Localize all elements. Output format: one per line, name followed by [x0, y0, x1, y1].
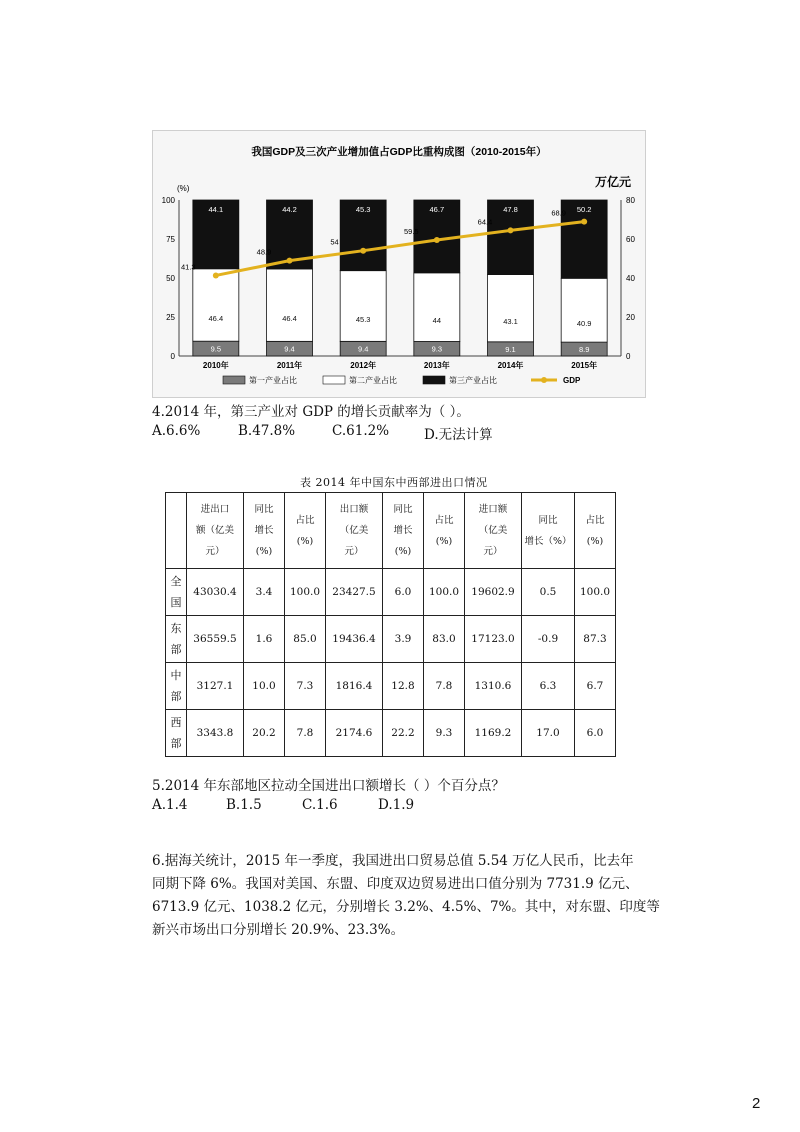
secondary-industry-bar — [414, 273, 460, 342]
bar-value-label: 45.3 — [355, 315, 371, 325]
bar-value-label: 45.3 — [355, 205, 371, 214]
table-cell: 1169.2 — [465, 710, 522, 757]
q4-option-d[interactable]: D.无法计算 — [424, 427, 493, 443]
table-cell: 17123.0 — [465, 616, 522, 663]
table-cell: 1310.6 — [465, 663, 522, 710]
table-cell: 6.0 — [383, 569, 424, 616]
header-line: 同比 — [254, 504, 274, 515]
secondary-industry-bar — [488, 275, 534, 342]
bar-value-label: 46.4 — [208, 313, 224, 323]
header-cell — [285, 493, 326, 569]
left-tick-label: 50 — [166, 274, 175, 283]
left-tick-label: 25 — [166, 313, 175, 322]
header-line: 进口额 — [478, 504, 508, 515]
header-line: (%) — [255, 546, 273, 557]
region-char: 东 — [170, 622, 182, 635]
chart-canvas — [153, 131, 645, 397]
table-cell: 6.7 — [575, 663, 616, 710]
table-title: 表 2014 年中国东中西部进出口情况 — [300, 476, 488, 489]
header-cell — [383, 493, 424, 569]
table-row — [166, 663, 616, 710]
table-row — [166, 569, 616, 616]
question-6-passage — [152, 850, 672, 942]
gdp-value-label: 64.4 — [477, 217, 493, 227]
table-cell: 12.8 — [383, 663, 424, 710]
legend-swatch — [541, 377, 547, 383]
gdp-value-label: 68.9 — [551, 208, 566, 218]
gdp-point — [434, 237, 440, 243]
header-cell — [424, 493, 465, 569]
region-char: 部 — [170, 737, 182, 750]
header-line: （亿美 — [478, 525, 508, 536]
region-cell — [166, 710, 187, 757]
header-cell — [187, 493, 244, 569]
gdp-point — [360, 248, 366, 254]
gdp-value-label: 48.9 — [256, 247, 272, 257]
gdp-value-label: 59.5 — [404, 226, 419, 236]
right-tick-label: 60 — [626, 235, 635, 244]
legend-label: 第一产业占比 — [249, 376, 297, 385]
q4-option-a[interactable]: A.6.6% — [152, 423, 201, 439]
bar-value-label: 9.4 — [284, 344, 295, 354]
chart-title: 我国GDP及三次产业增加值占GDP比重构成图（2010-2015年） — [251, 146, 547, 158]
table-cell: 7.8 — [285, 710, 326, 757]
region-char: 部 — [170, 690, 182, 703]
table-cell: 3.4 — [244, 569, 285, 616]
header-line: 增长（%） — [524, 535, 572, 547]
table-cell: 22.2 — [383, 710, 424, 757]
header-line: 占比 — [434, 514, 454, 526]
header-line: (%) — [394, 546, 412, 557]
right-tick-label: 0 — [626, 352, 631, 361]
table-cell: 0.5 — [522, 569, 575, 616]
bar-value-label: 9.1 — [505, 344, 516, 354]
table-cell: -0.9 — [522, 616, 575, 663]
header-line: （亿美 — [339, 525, 369, 536]
header-line: 元） — [483, 546, 503, 557]
header-line: 增长 — [393, 525, 413, 536]
table-cell: 7.3 — [285, 663, 326, 710]
table-cell: 85.0 — [285, 616, 326, 663]
region-char: 全 — [170, 575, 182, 588]
header-line: (%) — [435, 535, 453, 547]
table-cell: 100.0 — [575, 569, 616, 616]
bar-value-label: 50.2 — [576, 205, 592, 214]
table-cell: 7.8 — [424, 663, 465, 710]
header-cell — [522, 493, 575, 569]
header-line: 占比 — [585, 514, 605, 526]
header-line: 进出口 — [200, 504, 230, 515]
bar-value-label: 46.4 — [282, 314, 297, 324]
header-line: 出口额 — [339, 504, 369, 515]
trade-table — [165, 492, 616, 757]
q4-option-b[interactable]: B.47.8% — [238, 423, 296, 439]
question-5-stem: 5.2014 年东部地区拉动全国进出口额增长（ ）个百分点？ — [152, 778, 505, 794]
header-line: 元） — [205, 546, 225, 557]
q5-option-a[interactable]: A.1.4 — [152, 797, 188, 813]
x-tick-label: 2014年 — [497, 361, 524, 370]
legend-label: 第三产业占比 — [449, 376, 497, 385]
region-char: 中 — [170, 669, 182, 682]
passage-line: 新兴市场出口分别增长 20.9%、23.3%。 — [152, 922, 405, 938]
left-tick-label: 75 — [166, 235, 175, 244]
header-cell — [575, 493, 616, 569]
bar-value-label: 44 — [432, 316, 442, 326]
table-cell: 6.0 — [575, 710, 616, 757]
table-cell: 87.3 — [575, 616, 616, 663]
left-tick-label: 0 — [170, 352, 175, 361]
bar-value-label: 40.9 — [576, 319, 592, 329]
secondary-industry-bar — [267, 269, 313, 341]
gdp-point — [508, 227, 514, 233]
region-char: 部 — [170, 643, 182, 656]
legend-swatch — [223, 376, 245, 384]
gdp-value-label: 54 — [330, 237, 339, 247]
bar-value-label: 44.2 — [282, 205, 297, 214]
header-line: 增长 — [254, 525, 274, 536]
region-char: 西 — [170, 716, 182, 729]
region-cell — [166, 663, 187, 710]
q5-option-d[interactable]: D.1.9 — [378, 797, 415, 813]
q4-option-c[interactable]: C.61.2% — [332, 423, 390, 439]
table-cell: 17.0 — [522, 710, 575, 757]
passage-line: 6.据海关统计，2015 年一季度，我国进出口贸易总值 5.54 万亿人民币，比去年 — [152, 853, 634, 869]
right-tick-label: 80 — [626, 196, 635, 205]
table-cell: 1.6 — [244, 616, 285, 663]
gdp-point — [287, 258, 293, 264]
header-line: 同比 — [538, 514, 558, 526]
gdp-structure-chart — [152, 130, 646, 398]
right-tick-label: 20 — [626, 313, 635, 322]
table-row — [166, 616, 616, 663]
passage-line: 6713.9 亿元、1038.2 亿元，分别增长 3.2%、4.5%、7%。其中，对东盟、印度等 — [152, 899, 660, 915]
table-cell: 3.9 — [383, 616, 424, 663]
header-line: (%) — [586, 535, 604, 547]
x-tick-label: 2015年 — [571, 361, 598, 370]
table-cell: 43030.4 — [187, 569, 244, 616]
table-cell: 83.0 — [424, 616, 465, 663]
secondary-industry-bar — [340, 271, 386, 342]
right-tick-label: 40 — [626, 274, 635, 283]
bar-value-label: 44.1 — [208, 205, 224, 214]
q5-option-c[interactable]: C.1.6 — [302, 797, 338, 813]
table-cell: 100.0 — [424, 569, 465, 616]
gdp-point — [213, 272, 219, 278]
x-tick-label: 2011年 — [276, 361, 303, 370]
region-cell — [166, 569, 187, 616]
page-number: 2 — [752, 1095, 761, 1112]
left-tick-label: 100 — [161, 196, 175, 205]
bar-value-label: 43.1 — [503, 317, 518, 327]
legend-swatch — [323, 376, 345, 384]
gdp-value-label: 41.3 — [181, 262, 196, 272]
table-cell: 36559.5 — [187, 616, 244, 663]
bar-value-label: 9.4 — [357, 344, 369, 354]
table-cell: 3343.8 — [187, 710, 244, 757]
x-tick-label: 2013年 — [423, 361, 450, 370]
bar-value-label: 9.5 — [210, 344, 222, 354]
header-line: 额（亿美 — [195, 525, 234, 536]
question-4-stem: 4.2014 年，第三产业对 GDP 的增长贡献率为（ ）。 — [152, 404, 470, 420]
header-line: 同比 — [393, 504, 413, 515]
table-cell: 9.3 — [424, 710, 465, 757]
passage-line: 同期下降 6%。我国对美国、东盟、印度双边贸易进出口值分别为 7731.9 亿元、 — [152, 876, 639, 892]
region-char: 国 — [170, 596, 182, 609]
legend-label: GDP — [563, 376, 581, 385]
table-cell: 19436.4 — [326, 616, 383, 663]
table-cell: 10.0 — [244, 663, 285, 710]
table-cell: 2174.6 — [326, 710, 383, 757]
left-axis-unit: (%) — [177, 184, 190, 193]
header-cell — [326, 493, 383, 569]
region-cell — [166, 616, 187, 663]
bar-value-label: 46.7 — [429, 205, 445, 214]
x-tick-label: 2012年 — [350, 361, 377, 370]
secondary-industry-bar — [561, 278, 607, 342]
header-cell — [244, 493, 285, 569]
table-cell: 20.2 — [244, 710, 285, 757]
table-cell: 19602.9 — [465, 569, 522, 616]
table-header-row — [166, 493, 616, 569]
table-cell: 1816.4 — [326, 663, 383, 710]
legend-label: 第二产业占比 — [349, 376, 397, 385]
gdp-point — [581, 219, 587, 225]
table-cell: 3127.1 — [187, 663, 244, 710]
table-cell: 6.3 — [522, 663, 575, 710]
header-line: 元） — [344, 546, 364, 557]
x-tick-label: 2010年 — [202, 361, 229, 370]
q5-option-b[interactable]: B.1.5 — [226, 797, 262, 813]
header-line: (%) — [296, 535, 314, 547]
secondary-industry-bar — [193, 269, 239, 341]
bar-value-label: 47.8 — [503, 205, 518, 214]
bar-value-label: 8.9 — [578, 345, 590, 355]
table-cell: 100.0 — [285, 569, 326, 616]
legend-swatch — [423, 376, 445, 384]
header-line: 占比 — [295, 514, 315, 526]
bar-value-label: 9.3 — [431, 344, 443, 354]
table-cell: 23427.5 — [326, 569, 383, 616]
header-cell — [465, 493, 522, 569]
corner-cell — [166, 493, 187, 569]
right-axis-unit: 万亿元 — [595, 175, 632, 189]
table-row — [166, 710, 616, 757]
